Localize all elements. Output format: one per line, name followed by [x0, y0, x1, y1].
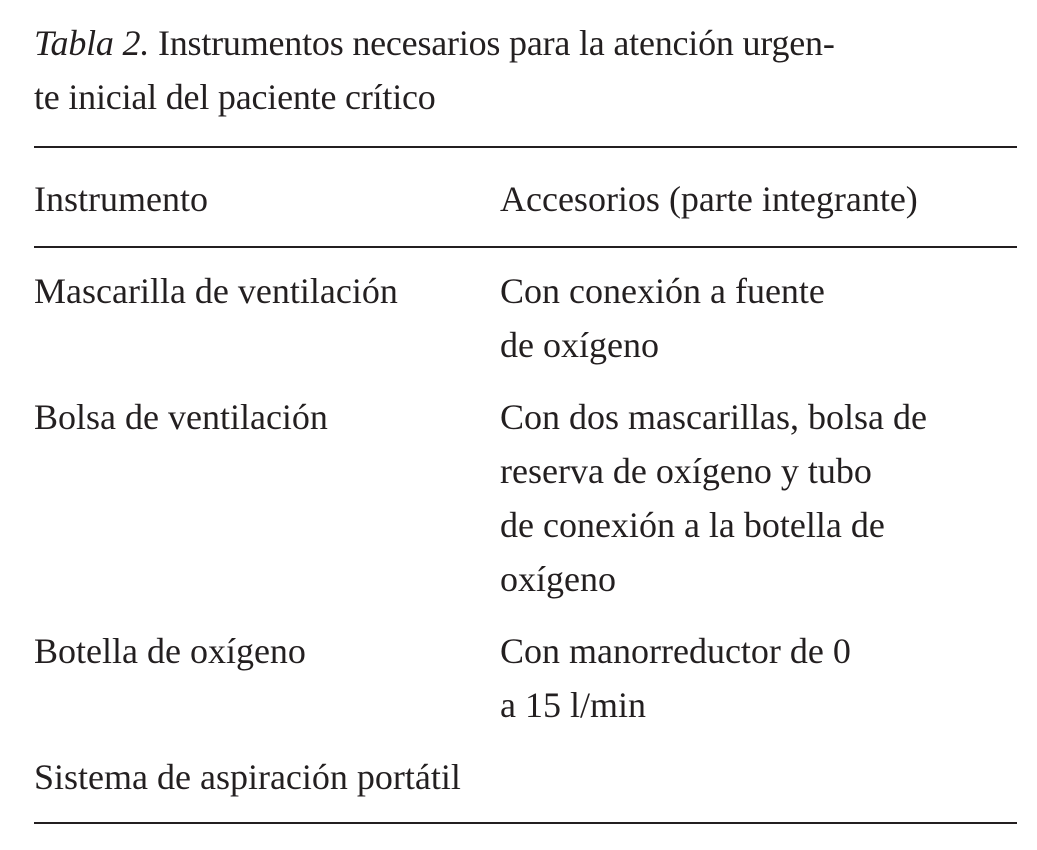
- table-caption-label: Tabla 2.: [34, 23, 150, 63]
- table-bottom-rule: [34, 822, 1017, 824]
- accessories-line: Con manorreductor de 0: [500, 631, 851, 671]
- accessories-cell: [500, 750, 1017, 804]
- table-caption-line-2: te inicial del paciente crítico: [34, 77, 436, 117]
- document-page: [34, 16, 1017, 824]
- accessories-cell: [500, 390, 1017, 606]
- table-row: [34, 624, 1017, 732]
- table-row: [34, 750, 1017, 804]
- table-body: [34, 248, 1017, 804]
- accessories-line: Con dos mascarillas, bolsa de: [500, 397, 927, 437]
- table-caption-line-1: Instrumentos necesarios para la atención urgen-: [157, 23, 835, 63]
- header-accessories: Accesorios (parte integrante): [500, 179, 918, 219]
- table-row: [34, 390, 1017, 606]
- accessories-cell: [500, 624, 1017, 732]
- instrument-cell: Sistema de aspiración portátil: [34, 757, 461, 797]
- table-header-row: [34, 148, 1017, 246]
- accessories-line: Con conexión a fuente: [500, 271, 825, 311]
- accessories-line: de conexión a la botella de: [500, 505, 885, 545]
- table-row: [34, 264, 1017, 372]
- accessories-cell: [500, 264, 1017, 372]
- instrument-cell: Bolsa de ventilación: [34, 397, 328, 437]
- instrument-cell: Mascarilla de ventilación: [34, 271, 398, 311]
- accessories-line: de oxígeno: [500, 325, 659, 365]
- accessories-line: a 15 l/min: [500, 685, 646, 725]
- instrument-cell: Botella de oxígeno: [34, 631, 306, 671]
- header-instrument: Instrumento: [34, 179, 208, 219]
- accessories-line: oxígeno: [500, 559, 616, 599]
- table-caption: [34, 16, 1017, 124]
- accessories-line: reserva de oxígeno y tubo: [500, 451, 872, 491]
